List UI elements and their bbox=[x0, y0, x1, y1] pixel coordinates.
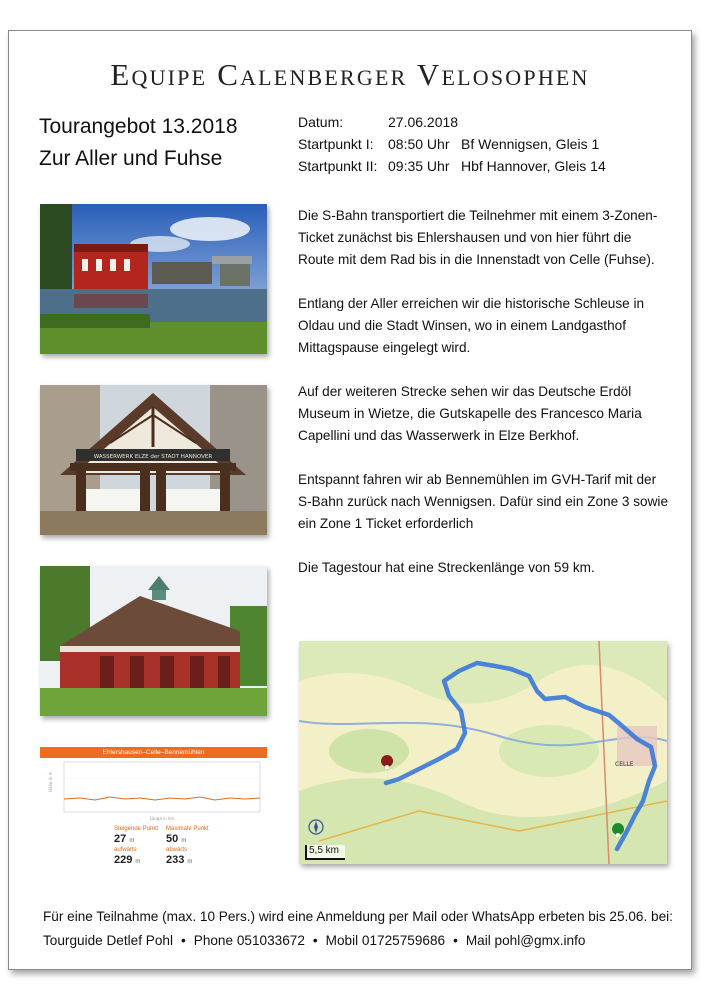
profile-stat-descent bbox=[166, 826, 209, 868]
separator: • bbox=[453, 933, 458, 948]
profile-x-label: Länge in km bbox=[149, 816, 175, 821]
contact-guide: Tourguide Detlef Pohl bbox=[43, 933, 173, 948]
profile-stat-ascent bbox=[114, 826, 158, 868]
stat-unit: m bbox=[129, 838, 135, 844]
description bbox=[298, 205, 670, 601]
profile-title: Ehlershausen–Celle–Bennemühlen bbox=[40, 747, 267, 758]
page-title: Equipe Calenberger Velosophen bbox=[110, 57, 590, 92]
registration-note: Für eine Teilnahme (max. 10 Pers.) wird eine Anmeldung per Mail oder WhatsApp erbeten bis 25.06. bei: bbox=[43, 909, 673, 924]
detail-row-date bbox=[298, 111, 606, 133]
photo-schleuse bbox=[40, 204, 267, 354]
tour-details bbox=[298, 111, 606, 177]
footer bbox=[43, 905, 673, 953]
tour-name: Zur Aller und Fuhse bbox=[39, 147, 223, 170]
paragraph: Entspannt fahren wir ab Bennemühlen im GVH-Tarif mit der S-Bahn zurück nach Wennigsen. Dafür sind ein Zone 3 sowie ein Zone 1 Ticket erforderlich bbox=[298, 472, 669, 531]
detail-label: Datum: bbox=[298, 114, 344, 130]
stat-label: Steigende Punkt bbox=[114, 826, 159, 832]
contact-phone: Phone 051033672 bbox=[193, 933, 305, 948]
photo-gutskapelle bbox=[40, 566, 267, 716]
detail-place: Bf Wennigsen, Gleis 1 bbox=[461, 136, 600, 152]
stat-sub: abwärts bbox=[166, 847, 188, 853]
map-scale: 5,5 km bbox=[305, 845, 345, 860]
contact-mobile: Mobil 01725759686 bbox=[325, 933, 446, 948]
map-town-label: CELLE bbox=[615, 761, 634, 768]
contact-mail[interactable]: Mail pohl@gmx.info bbox=[465, 933, 586, 948]
tour-number: Tourangebot 13.2018 bbox=[39, 115, 238, 138]
flyer-page bbox=[8, 30, 692, 970]
paragraph: Die S-Bahn transportiert die Teilnehmer mit einem 3-Zonen-Ticket zunächst bis Ehlershausen und von hier führt die Route mit dem Rad bis in die Innenstadt von Celle (Fuhse). bbox=[298, 208, 658, 267]
detail-time: 09:35 Uhr bbox=[388, 158, 450, 174]
detail-place: Hbf Hannover, Gleis 14 bbox=[461, 158, 606, 174]
detail-label: Startpunkt I: bbox=[298, 136, 374, 152]
stat-label: Maximale Punkt bbox=[166, 826, 209, 832]
separator: • bbox=[180, 933, 186, 948]
detail-row-start-1 bbox=[298, 133, 606, 155]
stat-unit-2: m bbox=[187, 859, 193, 865]
stat-value: 50 bbox=[166, 833, 179, 845]
paragraph: Die Tagestour hat eine Streckenlänge von 59 km. bbox=[298, 560, 595, 575]
detail-row-start-2 bbox=[298, 155, 606, 177]
stat-value-2: 233 bbox=[166, 854, 185, 866]
detail-value: 27.06.2018 bbox=[388, 114, 459, 130]
stat-value: 27 bbox=[114, 833, 127, 845]
paragraph: Entlang der Aller erreichen wir die historische Schleuse in Oldau und die Stadt Winsen, wo in einem Landgasthof Mittagspause eingelegt wird. bbox=[298, 296, 645, 355]
detail-time: 08:50 Uhr bbox=[388, 136, 450, 152]
profile-y-label: Höhe in m bbox=[48, 771, 53, 792]
stat-unit-2: m bbox=[135, 859, 141, 865]
photo-wasserwerk-tor bbox=[40, 385, 267, 535]
stat-value-2: 229 bbox=[114, 854, 133, 866]
paragraph: Auf der weiteren Strecke sehen wir das Deutsche Erdöl Museum in Wietze, die Gutskapelle des Francesco Maria Capellini und das Wasserwerk in Elze Berkhof. bbox=[298, 384, 642, 443]
detail-label: Startpunkt II: bbox=[298, 158, 378, 174]
separator: • bbox=[312, 933, 318, 948]
contact-line bbox=[43, 929, 673, 953]
elevation-profile bbox=[40, 747, 267, 873]
stat-unit: m bbox=[181, 838, 187, 844]
stat-sub: aufwärts bbox=[114, 847, 137, 853]
gate-sign-text: WASSERWERK ELZE der STADT HANNOVER bbox=[93, 454, 213, 460]
route-map bbox=[299, 641, 667, 864]
tour-title bbox=[39, 111, 238, 175]
